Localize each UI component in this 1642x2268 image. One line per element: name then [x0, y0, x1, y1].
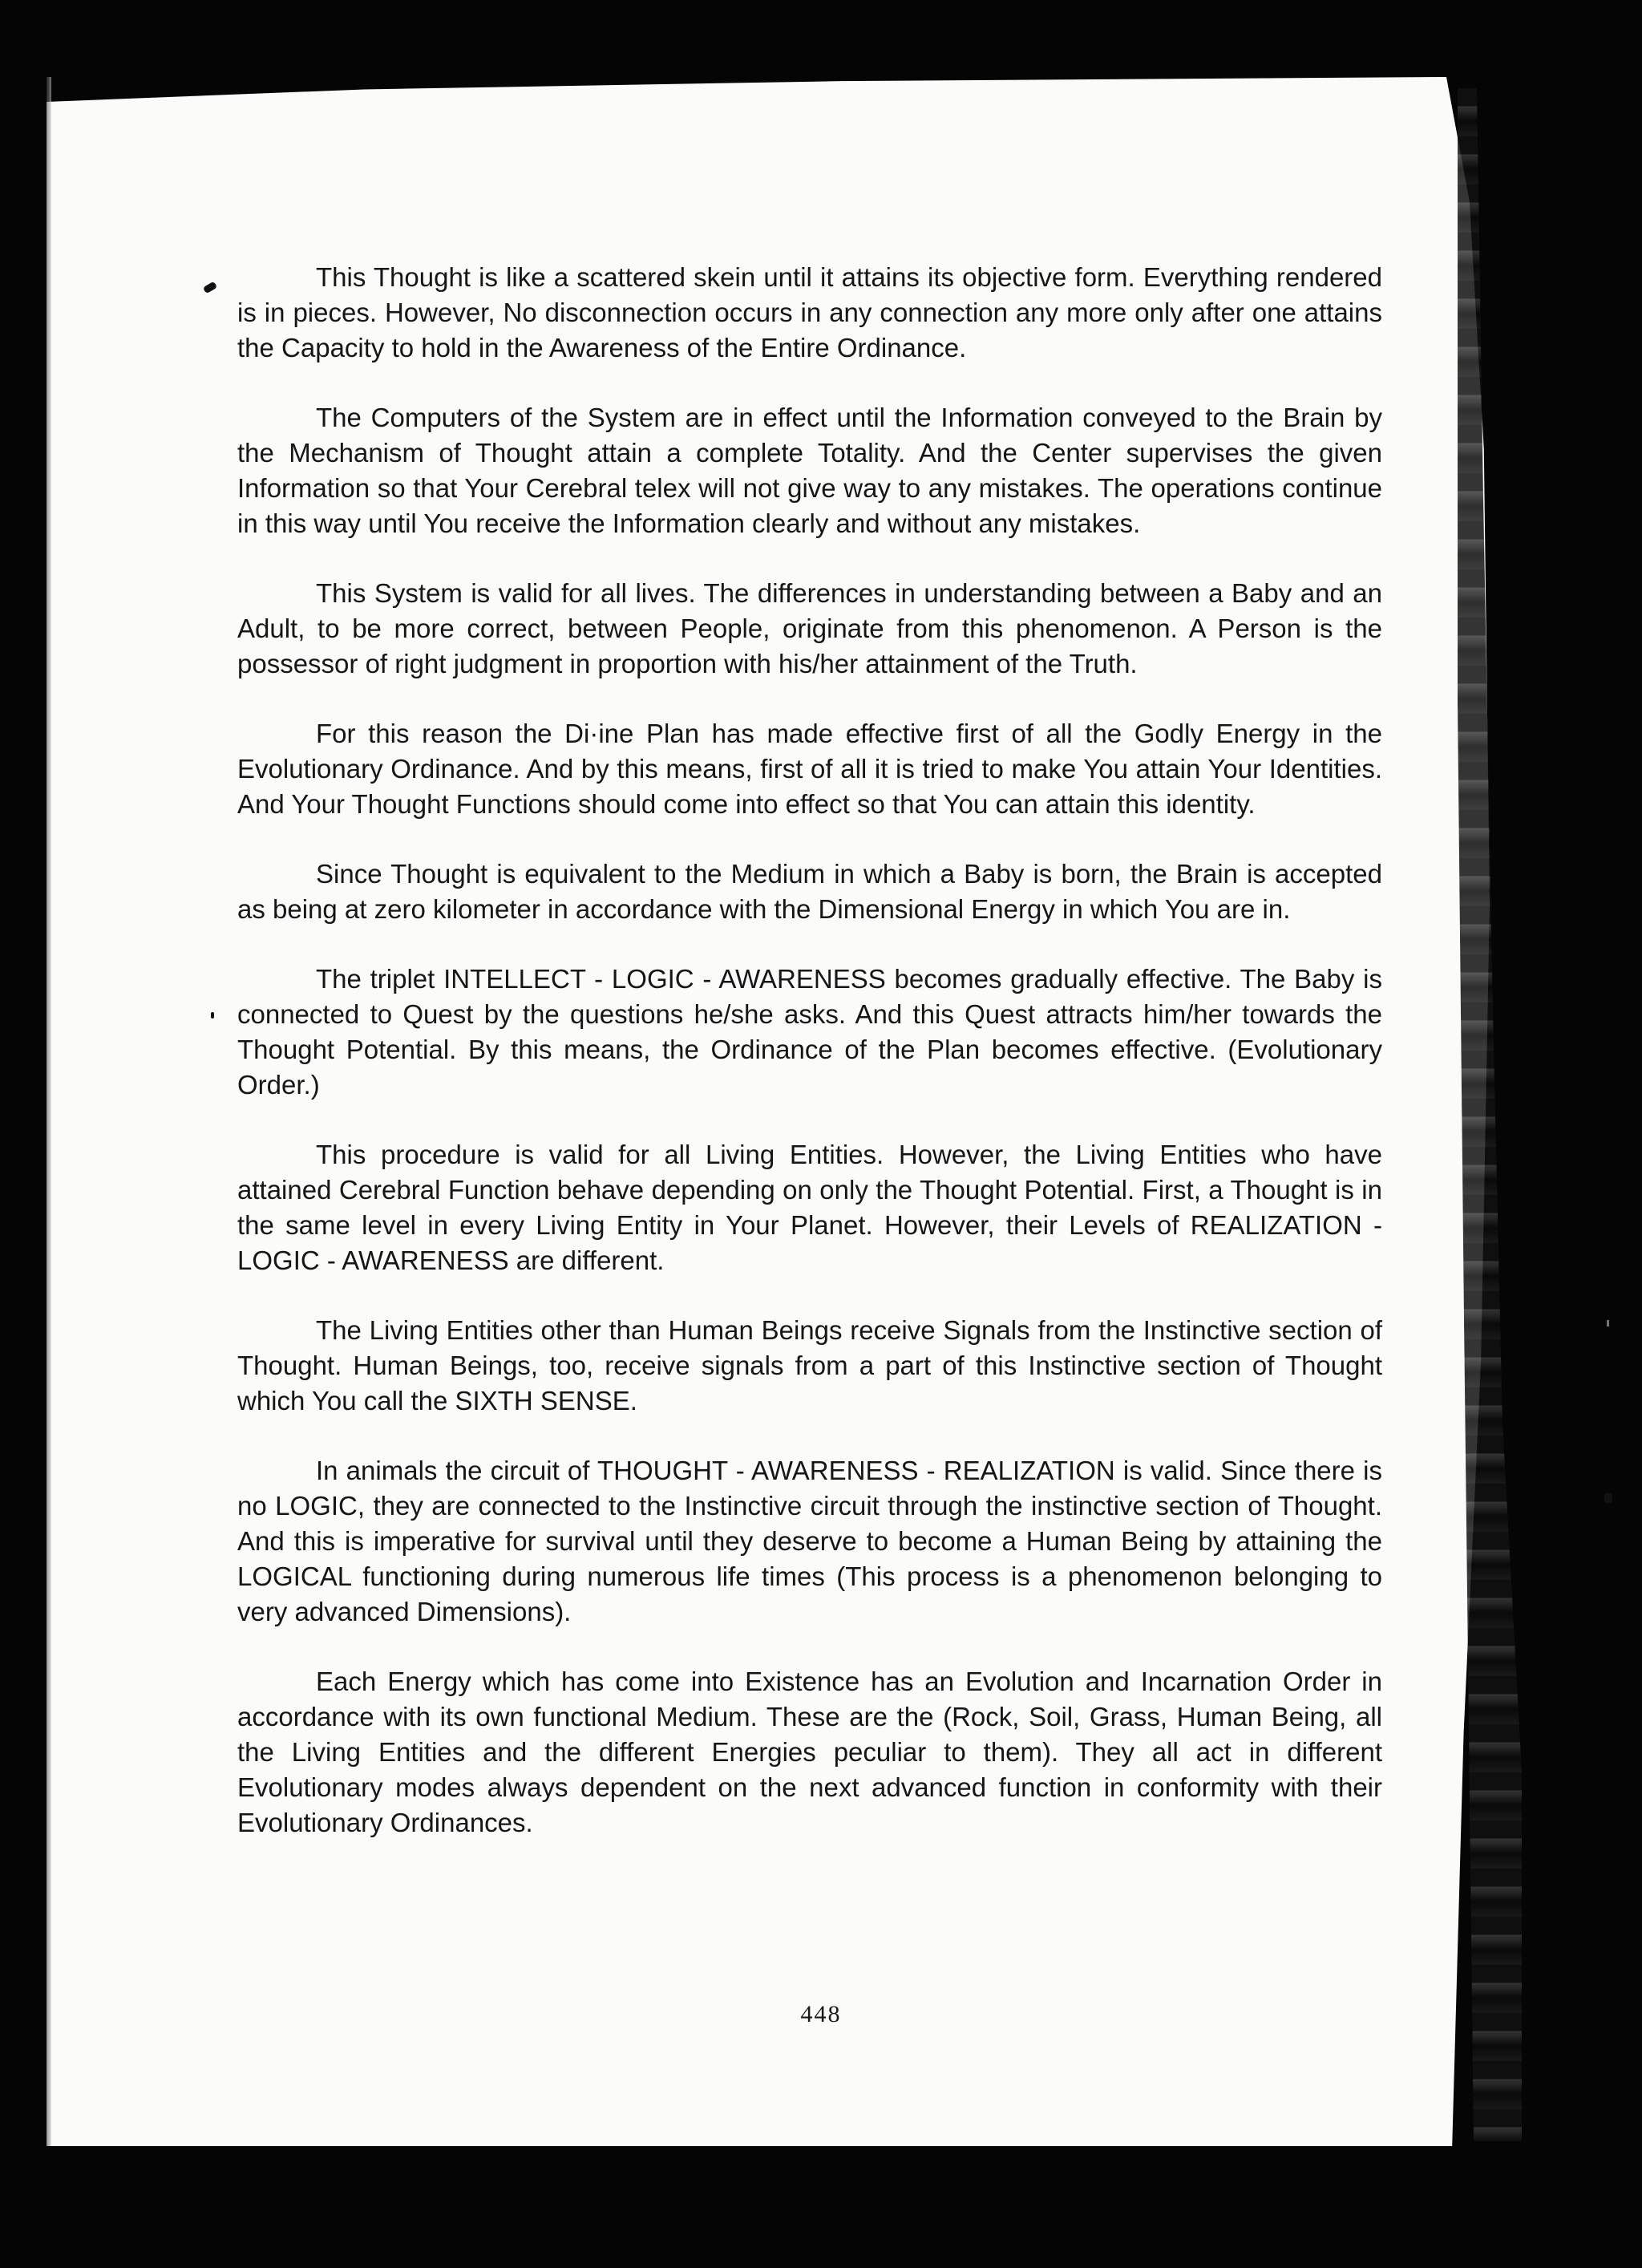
page-number: 448	[800, 2001, 842, 2027]
ink-mark	[211, 1012, 214, 1019]
paragraph: The triplet INTELLECT - LOGIC - AWARENESS becomes gradually effective. The Baby is connected to Quest by the questions he/she asks. And this Quest attracts him/her towards the Thought Potential. By this means, the Ordinance of the Plan becomes effective. (Evolutionary Order.)	[237, 964, 1382, 1100]
paragraph: This System is valid for all lives. The differences in understanding between a Baby and an Adult, to be more correct, between People, originate from this phenomenon. A Person is the possessor of right judgment in proportion with his/her attainment of the Truth.	[237, 578, 1382, 678]
paper-left-edge	[47, 77, 51, 2146]
paragraph: For this reason the Di·ine Plan has made effective first of all the Godly Energy in the Evolutionary Ordinance. And by this means, first of all it is tried to make You attain Your Identities. And Your Thought Functions should come into effect so that You can attain this identity.	[237, 719, 1382, 819]
body-text	[237, 260, 1382, 1875]
paragraph: In animals the circuit of THOUGHT - AWARENESS - REALIZATION is valid. Since there is no LOGIC, they are connected to the Instinctive circuit through the instinctive section of Thought. And this is imperative for survival until they deserve to become a Human Being by attaining the LOGICAL functioning during numerous life times (This process is a phenomenon belonging to very advanced Dimensions).	[237, 1456, 1382, 1626]
scan-edge-shadow	[1458, 88, 1522, 2141]
paragraph: Since Thought is equivalent to the Medium in which a Baby is born, the Brain is accepted as being at zero kilometer in accordance with the Dimensional Energy in which You are in.	[237, 859, 1382, 924]
paragraph: This Thought is like a scattered skein until it attains its objective form. Everything rendered is in pieces. However, No disconnection occurs in any connection any more only after one attains the Capacity to hold in the Awareness of the Entire Ordinance.	[237, 262, 1382, 362]
paragraph: Each Energy which has come into Existence has an Evolution and Incarnation Order in accordance with its own functional Medium. These are the (Rock, Soil, Grass, Human Being, all the Living Entities and the different Energies peculiar to them). They all act in different Evolutionary modes always dependent on the next advanced function in conformity with their Evolutionary Ordinances.	[237, 1667, 1382, 1837]
ink-mark	[1607, 1320, 1609, 1326]
ink-mark	[1604, 1493, 1612, 1503]
paragraph: This procedure is valid for all Living Entities. However, the Living Entities who have attained Cerebral Function behave depending on only the Thought Potential. First, a Thought is in the same level in every Living Entity in Your Planet. However, their Levels of REALIZATION - LOGIC - AWARENESS are different.	[237, 1140, 1382, 1275]
paragraph: The Computers of the System are in effect until the Information conveyed to the Brain by the Mechanism of Thought attain a complete Totality. And the Center supervises the given Information so that Your Cerebral telex will not give way to any mistakes. The operations continue in this way until You receive the Information clearly and without any mistakes.	[237, 403, 1382, 538]
paragraph: The Living Entities other than Human Beings receive Signals from the Instinctive section of Thought. Human Beings, too, receive signals from a part of this Instinctive section of Thought which You call the SIXTH SENSE.	[237, 1315, 1382, 1415]
